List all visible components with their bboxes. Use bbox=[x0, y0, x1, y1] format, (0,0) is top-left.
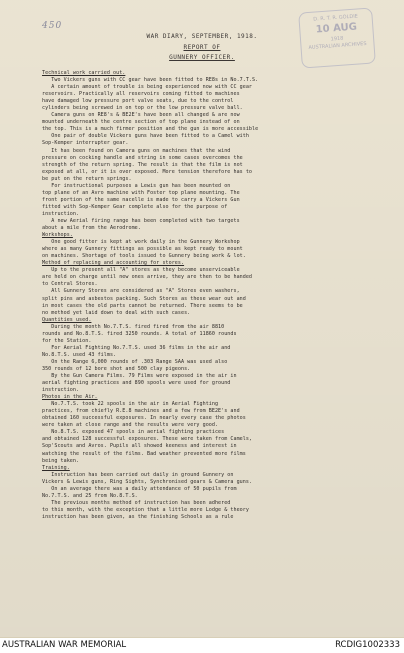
body-line: instruction. bbox=[42, 210, 80, 217]
body-line: instruction has been given, as the finishing Schools as a rule bbox=[42, 513, 234, 520]
body-line: Two Vickers guns with CC gear have been fitted to RE8s in No.7.T.S. bbox=[42, 77, 259, 84]
body-line: to this month, with the exception that a little more Lodge & theory bbox=[42, 506, 249, 513]
body-line: being taken. bbox=[42, 457, 80, 464]
body-line: and obtained 128 successful exposures. These were taken from Camels, bbox=[42, 436, 253, 443]
stamp-line: D. R. T. R. GOLDIE bbox=[313, 13, 359, 23]
body-line: A new Aerial firing range has been completed with two targets bbox=[42, 217, 240, 224]
body-line: One good fitter is kept at work daily in the Gunnery Workshop bbox=[42, 239, 240, 246]
stamp-date: 10 AUG bbox=[315, 21, 358, 36]
body-line: No.8.T.S. exposed 47 spools in aerial fighting practices bbox=[42, 429, 225, 436]
body-line: rounds and No.8.T.S. fired 3250 rounds. A total of 11860 rounds bbox=[42, 330, 237, 337]
body-line: no method yet laid down to deal with such cases. bbox=[42, 309, 191, 316]
stamp-year: 1918 bbox=[330, 35, 344, 43]
body-line: for the Station. bbox=[42, 337, 92, 344]
body-line: By the Gun Camera Films. 79 Films were exposed in the air in bbox=[42, 373, 237, 380]
officer-heading: GUNNERY OFFICER. bbox=[169, 54, 235, 61]
body-line: On the Range 6,000 rounds of .303 Range SAA was used also bbox=[42, 358, 228, 365]
folio-number: 450 bbox=[42, 21, 63, 31]
body-line: practices, from chiefly R.E.8 machines and a few from BE2E's and bbox=[42, 408, 240, 415]
body-line: It has been found on Camera guns on machines that the wind bbox=[42, 147, 231, 154]
body-line: Sop-Kemper interrupter gear. bbox=[42, 140, 129, 147]
body-line: instruction. bbox=[42, 387, 80, 394]
body-line: 350 rounds of 12 bore shot and 500 clay pigeons. bbox=[42, 365, 191, 372]
body-line: No.7.T.S. took 22 spools in the air in Aerial Fighting bbox=[42, 401, 219, 408]
body-line: pressure on cocking handle and string in some cases overcomes the bbox=[42, 154, 243, 161]
body-line: obtained 160 successful exposures. In nearly every case the photos bbox=[42, 415, 246, 422]
body-line: A certain amount of trouble is being experienced now with CC gear bbox=[42, 84, 253, 91]
body-line: are held on charge until new ones arrive, they are then to be handed bbox=[42, 274, 253, 281]
body-line: have damaged low pressure port valve seats, due to the control bbox=[42, 98, 234, 105]
body-line: aerial fighting practices and 890 spools were used for ground bbox=[42, 380, 231, 387]
body-line: Up to the present all "A" stores as they become unserviceable bbox=[42, 267, 240, 274]
body-line: One pair of double Vickers guns have been fitted to a Camel with bbox=[42, 133, 249, 140]
report-body bbox=[42, 70, 364, 521]
section-heading: Photos in the Air. bbox=[42, 394, 98, 401]
body-line: front portion of the same nacelle is made to carry a Vickers Gun bbox=[42, 196, 240, 203]
body-line: Instruction has been carried out daily in ground Gunnery on bbox=[42, 471, 234, 478]
body-line: were taken at close range and the results were very good. bbox=[42, 422, 219, 429]
report-heading: REPORT OF bbox=[183, 44, 221, 51]
body-line: For Aerial Fighting No.7.T.S. used 36 films in the air and bbox=[42, 344, 231, 351]
record-id: RCDIG1002333 bbox=[335, 640, 400, 650]
body-line: on machines. Shortage of tools issued to Gunnery being work & lot. bbox=[42, 253, 246, 260]
body-line: fitted with Sop-Kemper Gear complete also for the purpose of bbox=[42, 203, 228, 210]
body-line: strength of the return spring. The result is that the film is not bbox=[42, 161, 243, 168]
body-line: Sop'Scouts and Avros. Pupils all showed keeness and interest in bbox=[42, 443, 237, 450]
body-line: The previous months method of instruction has been adhered bbox=[42, 499, 231, 506]
body-line: mounted underneath the centre section of top plane instead of on bbox=[42, 119, 240, 126]
body-line: top plane of an Avro machine with Foster top plane mounting. The bbox=[42, 189, 240, 196]
body-line: Camera guns on RE8's & BE2E's have been all changed & are now bbox=[42, 112, 240, 119]
body-line: No.8.T.S. used 43 films. bbox=[42, 351, 117, 358]
body-line: split pins and asbestos packing. Such Stores as these wear out and bbox=[42, 295, 246, 302]
body-line: in most cases the old parts cannot be returned. There seems to be bbox=[42, 302, 243, 309]
body-line: All Gunnery Stores are considered as "A" Stores even washers, bbox=[42, 288, 240, 295]
section-heading: Workshops. bbox=[42, 232, 73, 239]
body-line: No.7.T.S. and 25 from No.8.T.S. bbox=[42, 492, 138, 499]
body-line: During the month No.7.T.S. fired fired from the air 8810 bbox=[42, 323, 225, 330]
body-line: For instructional purposes a Lewis gun has been mounted on bbox=[42, 182, 231, 189]
diary-heading: WAR DIARY, SEPTEMBER, 1918. bbox=[146, 33, 258, 40]
body-line: exposed at all, or it is over exposed. More tension therefore has to bbox=[42, 168, 253, 175]
body-line: Vickers & Lewis guns, Ring Sights, Synchronised gears & Camera guns. bbox=[42, 478, 253, 485]
body-line: reservoirs. Practically all reservoirs coming fitted to machines bbox=[42, 91, 240, 98]
stamp-line: AUSTRALIAN ARCHIVES bbox=[308, 40, 367, 52]
body-line: cylinders being screwed in on top or the low pressure valve ball. bbox=[42, 105, 243, 112]
body-line: to Central Stores. bbox=[42, 281, 98, 288]
source-credit: AUSTRALIAN WAR MEMORIAL bbox=[2, 640, 127, 650]
body-line: about a mile from the Aerodrome. bbox=[42, 225, 141, 232]
body-line: be put on the return springs. bbox=[42, 175, 132, 182]
body-line: where as many Gunnery fittings as possible as kept ready to mount bbox=[42, 246, 243, 253]
section-heading: Method of replacing and accounting for stores. bbox=[42, 260, 185, 267]
section-heading: Technical work carried out. bbox=[42, 70, 126, 76]
section-heading: Training. bbox=[42, 464, 70, 471]
body-line: On an average there was a daily attendance of 50 pupils from bbox=[42, 485, 237, 492]
body-line: watching the result of the films. Bad weather prevented more films bbox=[42, 450, 246, 457]
body-line: the top. This is a much firmer position and the gun is more accessible bbox=[42, 126, 259, 133]
section-heading: Quantities used. bbox=[42, 316, 92, 323]
